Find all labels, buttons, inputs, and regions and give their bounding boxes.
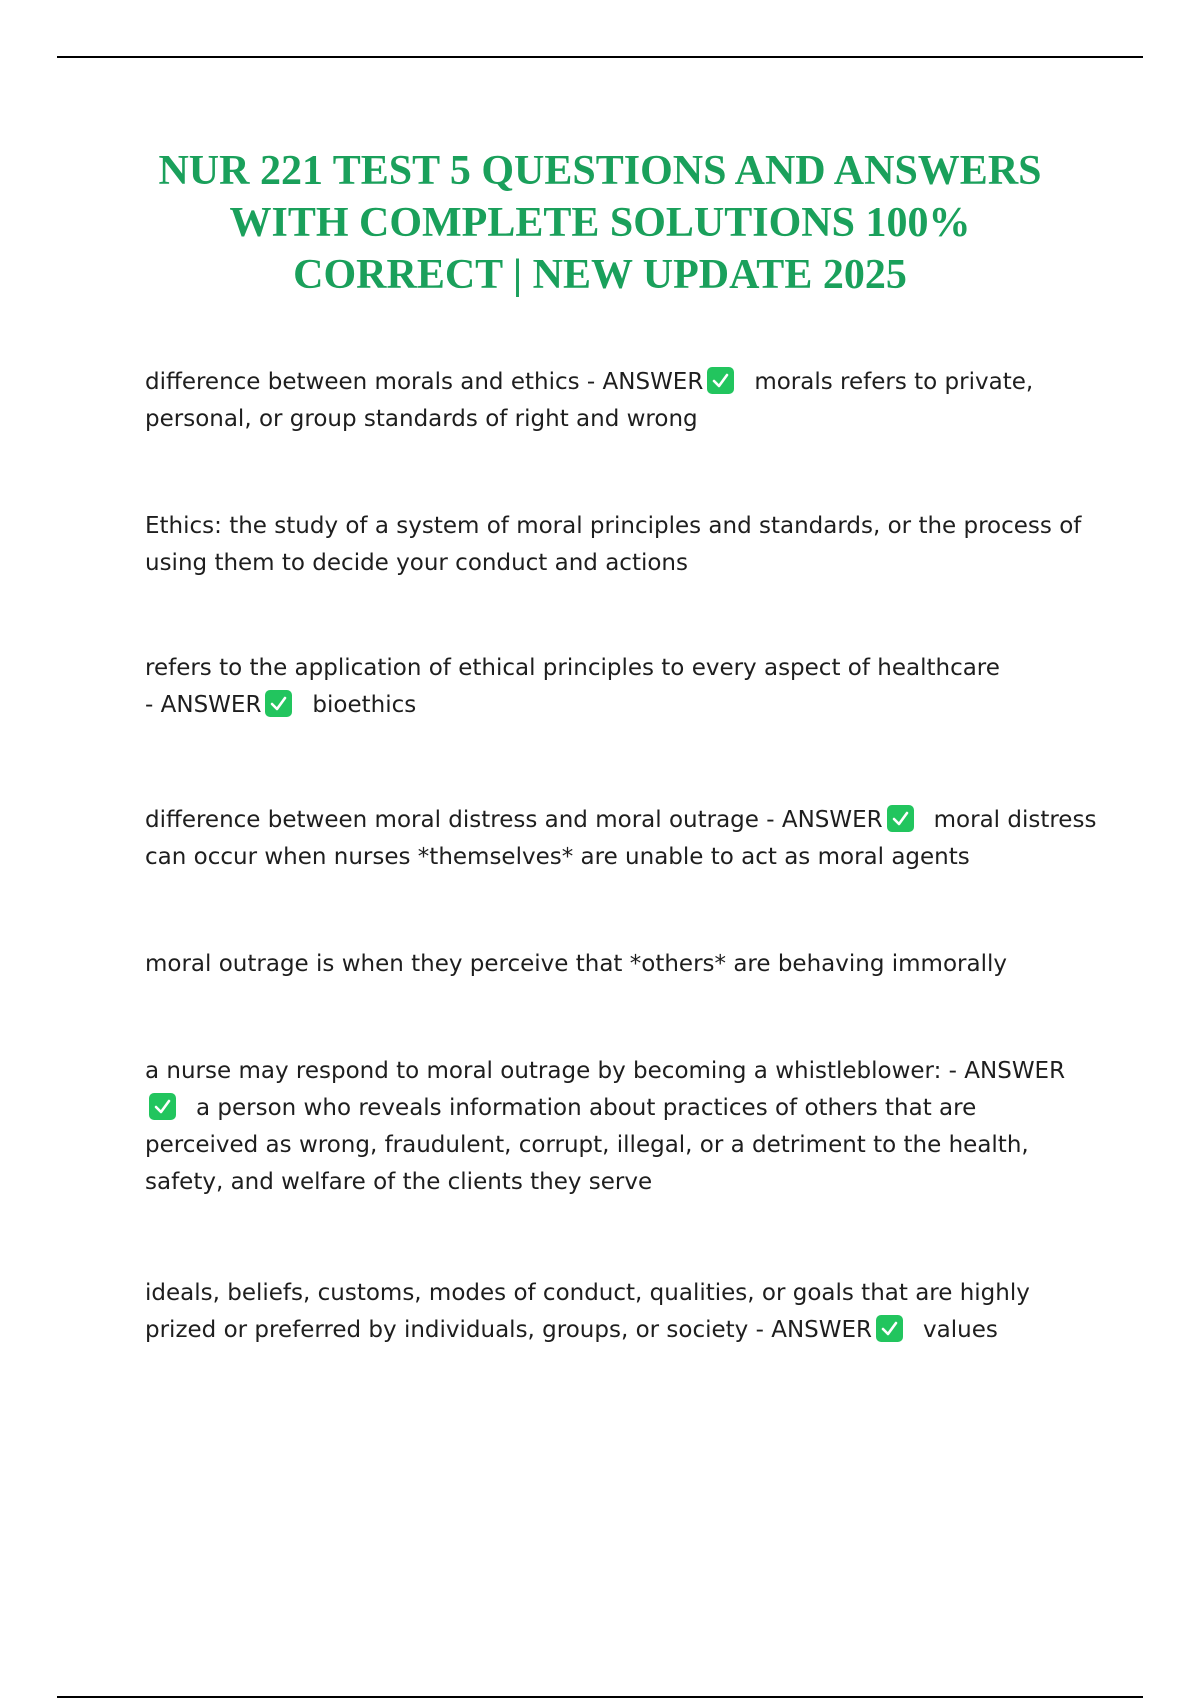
- check-mark-icon: [707, 367, 734, 394]
- qa-entry-6: [145, 1053, 1075, 1201]
- check-mark-icon: [887, 805, 914, 832]
- question-text: ideals, beliefs, customs, modes of conduct, qualities, or goals that are highly prized or preferred by individuals, groups, or society -: [145, 1280, 1030, 1343]
- qa-entry-3: [145, 650, 1015, 724]
- top-rule: [57, 56, 1143, 58]
- check-mark-icon: [876, 1315, 903, 1342]
- qa-entry-7: [145, 1275, 1075, 1349]
- qa-entry-4: [145, 802, 1105, 876]
- answer-text: moral distress can occur when nurses *themselves* are unable to act as moral agents: [145, 807, 1097, 870]
- answer-label: ANSWER: [160, 692, 262, 718]
- check-mark-icon: [265, 690, 292, 717]
- statement-text: Ethics: the study of a system of moral principles and standards, or the process of using them to decide your conduct and actions: [145, 513, 1082, 576]
- title-line-1: NUR 221 TEST 5 QUESTIONS AND ANSWERS: [158, 148, 1042, 194]
- answer-label: ANSWER: [602, 369, 704, 395]
- question-text: difference between morals and ethics -: [145, 369, 603, 395]
- question-text: difference between moral distress and moral outrage -: [145, 807, 782, 833]
- qa-entry-5: [145, 946, 1105, 983]
- answer-text: values: [923, 1317, 998, 1343]
- title-line-3: CORRECT | NEW UPDATE 2025: [293, 252, 907, 298]
- answer-label: ANSWER: [781, 807, 883, 833]
- title-line-2: WITH COMPLETE SOLUTIONS 100%: [229, 200, 971, 246]
- question-text: refers to the application of ethical principles to every aspect of healthcare -: [145, 655, 1000, 718]
- check-mark-icon: [149, 1093, 176, 1120]
- answer-text: bioethics: [312, 692, 417, 718]
- bottom-rule: [57, 1696, 1143, 1698]
- answer-text: morals refers to private, personal, or group standards of right and wrong: [145, 369, 1034, 432]
- qa-entry-2: [145, 508, 1105, 582]
- answer-text: a person who reveals information about practices of others that are perceived as wrong, fraudulent, corrupt, illegal, or a detriment to the health, safety, and welfare of the clients they serve: [145, 1095, 1029, 1195]
- statement-text: moral outrage is when they perceive that *others* are behaving immorally: [145, 951, 1007, 977]
- answer-label: ANSWER: [771, 1317, 873, 1343]
- qa-entry-1: [145, 364, 1045, 438]
- document-title: [100, 145, 1100, 301]
- answer-label: ANSWER: [964, 1058, 1066, 1084]
- question-text: a nurse may respond to moral outrage by becoming a whistleblower: -: [145, 1058, 965, 1084]
